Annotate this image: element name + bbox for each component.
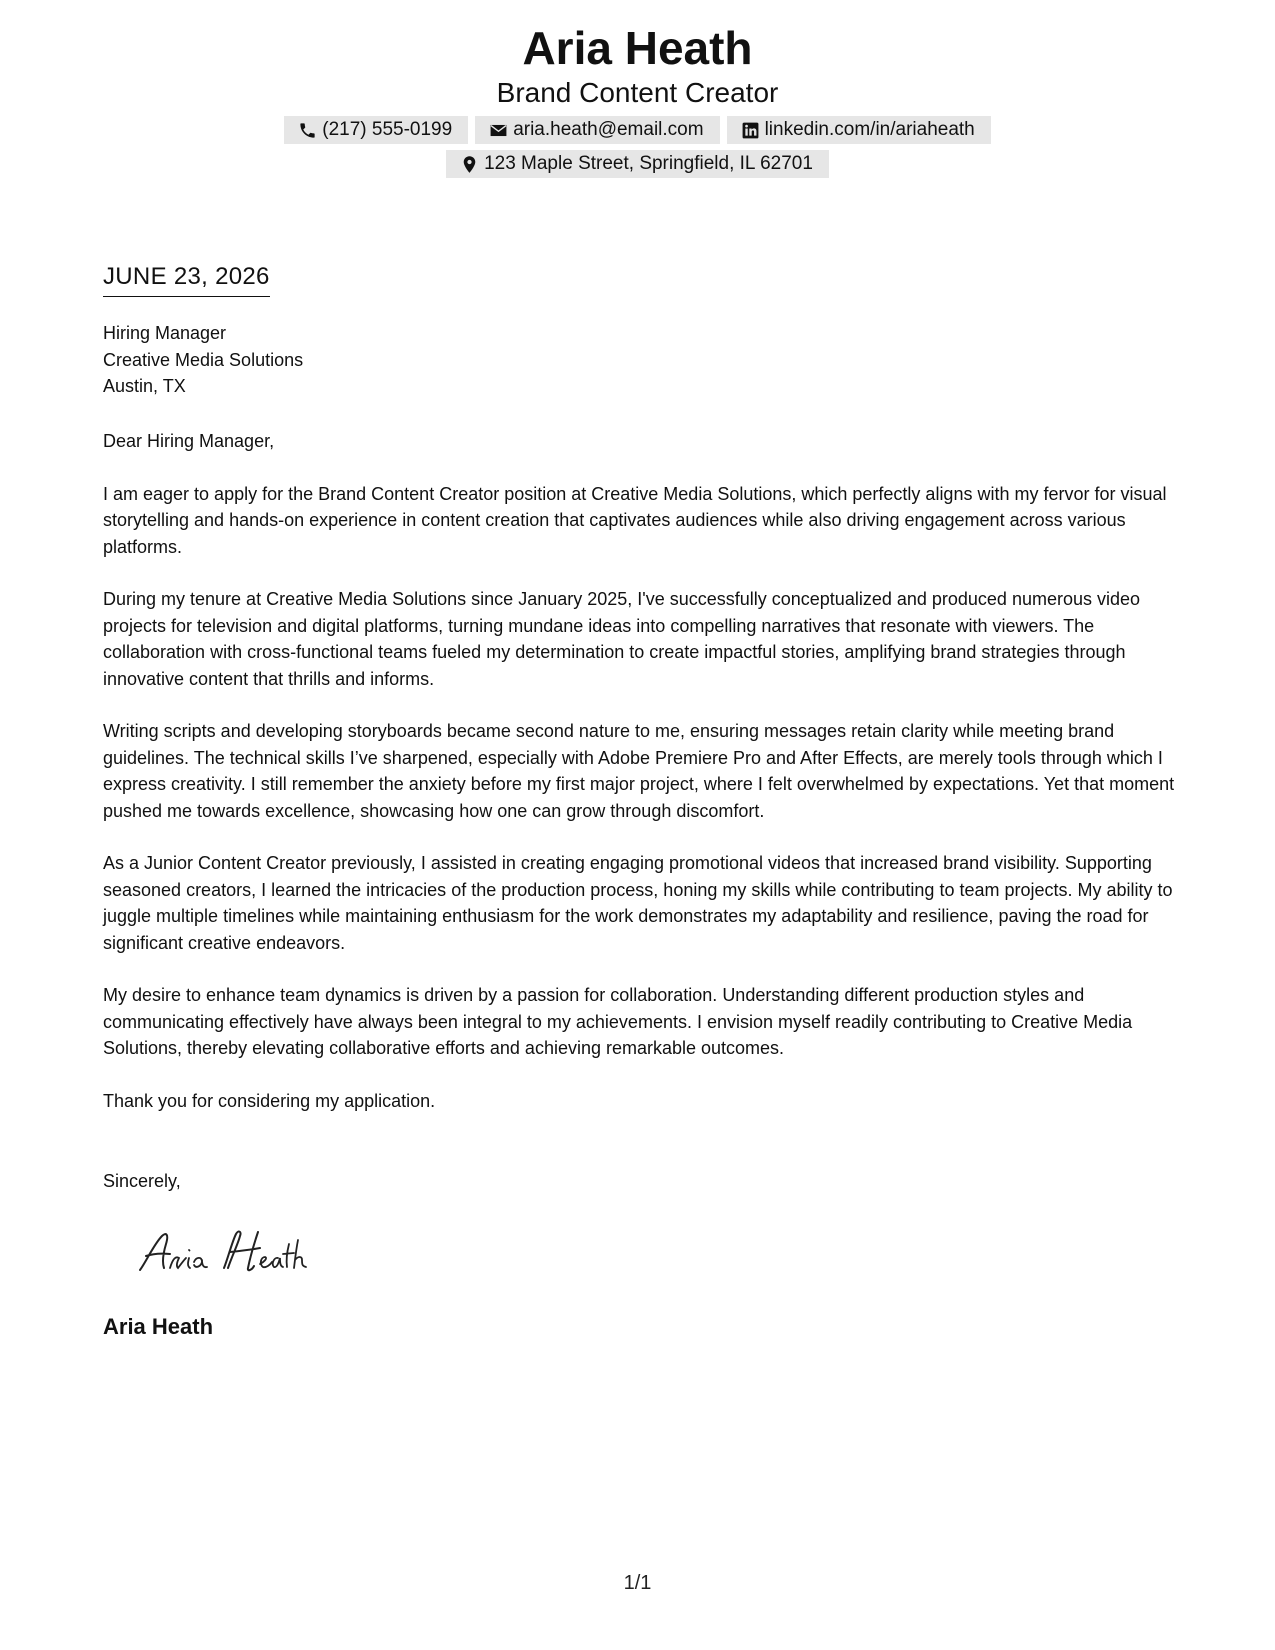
applicant-title: Brand Content Creator: [496, 77, 779, 108]
recipient-name: Hiring Manager: [103, 323, 227, 343]
recipient-location: Austin, TX: [103, 376, 186, 396]
envelope-icon: [489, 121, 508, 140]
phone-icon: [298, 121, 317, 140]
body-paragraph: I am eager to apply for the Brand Content Creator position at Creative Media Solutions, which perfectly aligns with my fervor for visual storytelling and hands-on experience in content creation that captivates audiences while also driving engagement across various platforms.: [103, 483, 1167, 557]
linkedin-text: linkedin.com/in/ariaheath: [764, 119, 975, 140]
contact-row-primary: [0, 116, 1275, 144]
contact-phone[interactable]: [284, 116, 468, 144]
signed-name: Aria Heath: [103, 1314, 214, 1339]
recipient-block: [103, 320, 303, 400]
address-text: 123 Maple Street, Springfield, IL 62701: [484, 153, 813, 174]
phone-text: (217) 555-0199: [322, 119, 453, 140]
recipient-company: Creative Media Solutions: [103, 349, 304, 370]
letter-header: [0, 20, 1275, 178]
contact-email[interactable]: [475, 116, 719, 144]
email-text: aria.heath@email.com: [513, 119, 704, 140]
letter-body: [103, 428, 1178, 1140]
contact-linkedin[interactable]: [727, 116, 991, 144]
applicant-name: Aria Heath: [522, 22, 753, 74]
contact-address: [446, 150, 829, 178]
body-paragraph: As a Junior Content Creator previously, I assisted in creating engaging promotional videos that increased brand visibility. Supporting seasoned creators, I learned the intricacies of the production process, honing my skills while contributing to team projects. My ability to juggle multiple timelines while maintaining enthusiasm for the work demonstrates my adaptability and resilience, paving the road for significant creative endeavors.: [103, 853, 1173, 953]
page-indicator: 1/1: [623, 1572, 652, 1594]
contact-row-secondary: [0, 150, 1275, 178]
closing-line: Sincerely,: [103, 1171, 181, 1191]
body-paragraph: During my tenure at Creative Media Solutions since January 2025, I've successfully conceptualized and produced numerous video projects for television and digital platforms, turning mundane ideas into compelling narratives that resonate with viewers. The collaboration with cross-functional teams fueled my determination to create impactful stories, amplifying brand strategies through innovative content that thrills and informs.: [103, 589, 1141, 689]
thanks-line: Thank you for considering my application.: [103, 1090, 436, 1111]
linkedin-icon: [741, 121, 760, 140]
body-paragraph: My desire to enhance team dynamics is driven by a passion for collaboration. Understanding different production styles and communicating effectively have always been integral to my achievements. I envision myself readily contributing to Creative Media Solutions, thereby elevating collaborative efforts and achieving remarkable outcomes.: [103, 985, 1133, 1058]
body-paragraph: Writing scripts and developing storyboards became second nature to me, ensuring messages retain clarity while meeting brand guidelines. The technical skills I’ve sharpened, especially with Adobe Premiere Pro and After Effects, are merely tools through which I express creativity. I still remember the anxiety before my first major project, where I felt overwhelmed by expectations. Yet that moment pushed me towards excellence, showcasing how one can grow through discomfort.: [103, 721, 1175, 821]
handwritten-signature: [132, 1222, 372, 1282]
letter-date: JUNE 23, 2026: [103, 262, 270, 297]
map-pin-icon: [460, 155, 479, 174]
salutation: Dear Hiring Manager,: [103, 431, 275, 451]
